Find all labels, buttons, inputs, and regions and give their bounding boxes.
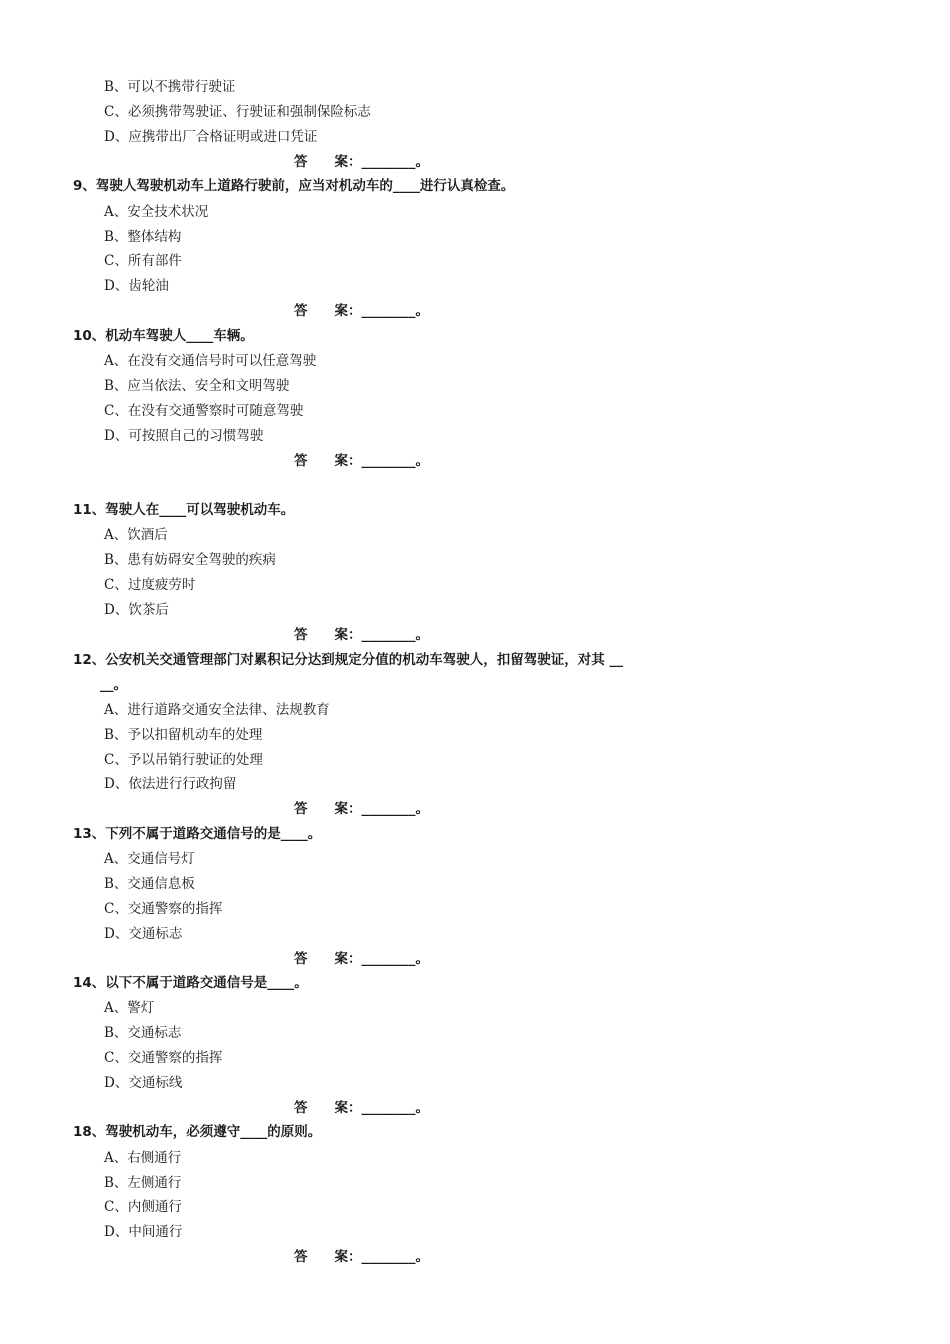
answer-blank: 答 案：________。 [294,1100,429,1116]
answer-blank: 答 案：________。 [294,951,429,967]
answer-blank: 答 案：________。 [294,627,429,643]
option-text: D、交通标志 [104,926,183,942]
option-text: C、必须携带驾驶证、行驶证和强制保险标志 [104,104,371,120]
answer-blank: 答 案：________。 [294,801,429,817]
option-text: D、依法进行行政拘留 [104,776,237,792]
option-text: A、警灯 [104,1000,155,1016]
option-text: C、内侧通行 [104,1199,182,1215]
option-text: A、安全技术状况 [104,204,209,220]
option-text: D、应携带出厂合格证明或进口凭证 [104,129,318,145]
option-text: B、患有妨碍安全驾驶的疾病 [104,552,276,568]
option-text: B、整体结构 [104,229,182,245]
option-text: C、交通警察的指挥 [104,901,223,917]
option-text: B、左侧通行 [104,1175,182,1191]
option-text: A、右侧通行 [104,1150,182,1166]
question-text-continued: __。 [100,677,127,693]
option-text: C、交通警察的指挥 [104,1050,223,1066]
question-text: 9、驾驶人驾驶机动车上道路行驶前，应当对机动车的____进行认真检查。 [73,178,515,194]
option-text: B、交通标志 [104,1025,182,1041]
option-text: A、进行道路交通安全法律、法规教育 [104,702,330,718]
answer-blank: 答 案：________。 [294,453,429,469]
option-text: D、交通标线 [104,1075,183,1091]
question-text: 13、下列不属于道路交通信号的是____。 [73,826,322,842]
option-text: B、予以扣留机动车的处理 [104,727,263,743]
option-text: C、在没有交通警察时可随意驾驶 [104,403,304,419]
option-text: D、齿轮油 [104,278,169,294]
answer-blank: 答 案：________。 [294,154,429,170]
option-text: A、在没有交通信号时可以任意驾驶 [104,353,317,369]
option-text: C、予以吊销行驶证的处理 [104,752,263,768]
question-text: 11、驾驶人在____可以驾驶机动车。 [73,502,295,518]
question-text: 10、机动车驾驶人____车辆。 [73,328,254,344]
option-text: D、中间通行 [104,1224,183,1240]
option-text: D、可按照自己的习惯驾驶 [104,428,264,444]
question-text: 18、驾驶机动车，必须遵守____的原则。 [73,1124,322,1140]
answer-blank: 答 案：________。 [294,1249,429,1265]
option-text: A、饮酒后 [104,527,168,543]
option-text: B、可以不携带行驶证 [104,79,236,95]
option-text: B、交通信息板 [104,876,195,892]
answer-blank: 答 案：________。 [294,303,429,319]
question-text: 14、以下不属于道路交通信号是____。 [73,975,308,991]
option-text: B、应当依法、安全和文明驾驶 [104,378,290,394]
option-text: D、饮茶后 [104,602,169,618]
question-text: 12、公安机关交通管理部门对累积记分达到规定分值的机动车驾驶人，扣留驾驶证，对其 __ [73,652,623,668]
option-text: A、交通信号灯 [104,851,195,867]
option-text: C、所有部件 [104,253,182,269]
option-text: C、过度疲劳时 [104,577,196,593]
